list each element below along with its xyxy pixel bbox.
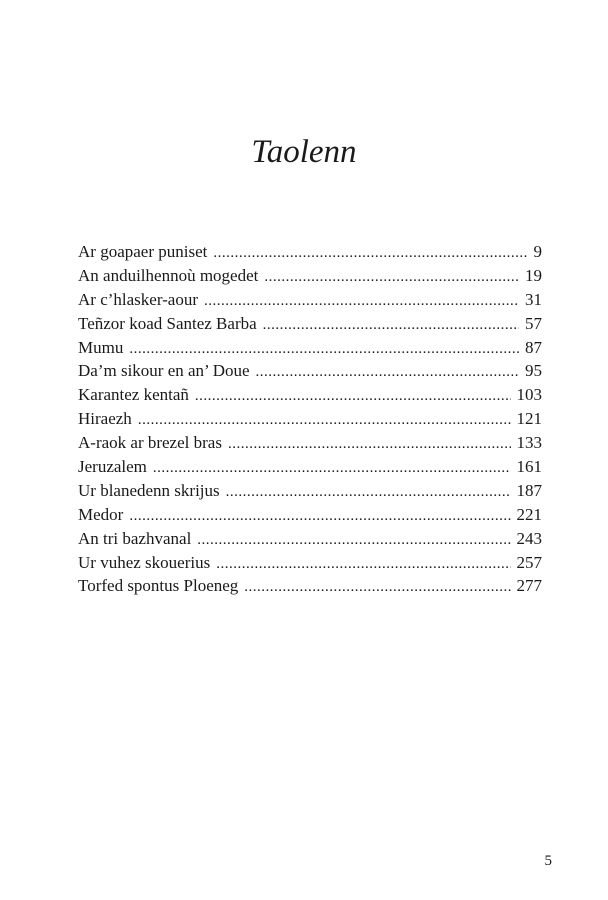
toc-entry (78, 383, 542, 407)
toc-entry (78, 455, 542, 479)
toc-entry (78, 503, 542, 527)
page-title: Taolenn (251, 134, 357, 170)
toc-entry-page: 103 (516, 385, 542, 405)
toc-entry-title: Jeruzalem (78, 457, 147, 477)
toc-leader-dots (228, 433, 511, 457)
toc-leader-dots (213, 242, 527, 266)
toc-entry-title: Teñzor koad Santez Barba (78, 313, 257, 333)
toc-entry (78, 336, 542, 360)
toc-entry-page: 95 (525, 361, 542, 381)
toc-entry-page: 277 (516, 576, 542, 596)
toc-leader-dots (138, 409, 511, 433)
toc-leader-dots (129, 505, 510, 529)
toc-entry-page: 133 (516, 433, 542, 453)
toc-leader-dots (264, 266, 519, 290)
toc-entry-title: Da’m sikour en an’ Doue (78, 361, 250, 381)
table-of-contents (78, 240, 542, 598)
toc-entry (78, 312, 542, 336)
toc-entry (78, 479, 542, 503)
toc-leader-dots (256, 361, 519, 385)
toc-entry-title: Karantez kentañ (78, 385, 189, 405)
toc-entry-title: Torfed spontus Ploeneg (78, 576, 239, 596)
toc-leader-dots (197, 529, 510, 553)
toc-entry-title: Ur blanedenn skrijus (78, 480, 220, 500)
toc-entry-title: Medor (78, 504, 124, 524)
toc-entry-page: 187 (516, 480, 542, 500)
toc-leader-dots (226, 481, 511, 505)
toc-leader-dots (263, 314, 519, 338)
toc-leader-dots (129, 338, 519, 362)
toc-entry-page: 161 (516, 457, 542, 477)
toc-leader-dots (153, 457, 511, 481)
toc-entry-title: An tri bazhvanal (78, 528, 192, 548)
toc-leader-dots (216, 553, 510, 577)
toc-leader-dots (195, 385, 511, 409)
toc-entry-page: 121 (516, 409, 542, 429)
toc-entry-page: 9 (533, 242, 542, 261)
toc-entry-title: Hiraezh (78, 409, 132, 429)
toc-entry-title: A-raok ar brezel bras (78, 433, 222, 453)
toc-entry-title: Mumu (78, 337, 124, 357)
toc-entry (78, 431, 542, 455)
toc-entry (78, 551, 542, 575)
toc-entry-title: Ar c’hlasker-aour (78, 289, 199, 309)
toc-leader-dots (244, 576, 510, 600)
toc-entry-page: 87 (525, 337, 542, 357)
page-number: 5 (544, 853, 552, 869)
toc-entry-title: Ar goapaer puniset (78, 242, 208, 261)
toc-entry-title: An anduilhennoù mogedet (78, 265, 259, 285)
toc-entry-page: 57 (525, 313, 542, 333)
toc-entry (78, 359, 542, 383)
toc-entry-page: 19 (525, 265, 542, 285)
toc-entry-title: Ur vuhez skouerius (78, 552, 211, 572)
toc-entry (78, 288, 542, 312)
toc-entry (78, 240, 542, 264)
toc-entry-page: 31 (525, 289, 542, 309)
toc-entry (78, 264, 542, 288)
toc-leader-dots (204, 290, 519, 314)
toc-entry (78, 407, 542, 431)
toc-entry-page: 257 (516, 552, 542, 572)
toc-entry (78, 574, 542, 598)
toc-entry-page: 243 (516, 528, 542, 548)
toc-entry (78, 527, 542, 551)
toc-entry-page: 221 (516, 504, 542, 524)
